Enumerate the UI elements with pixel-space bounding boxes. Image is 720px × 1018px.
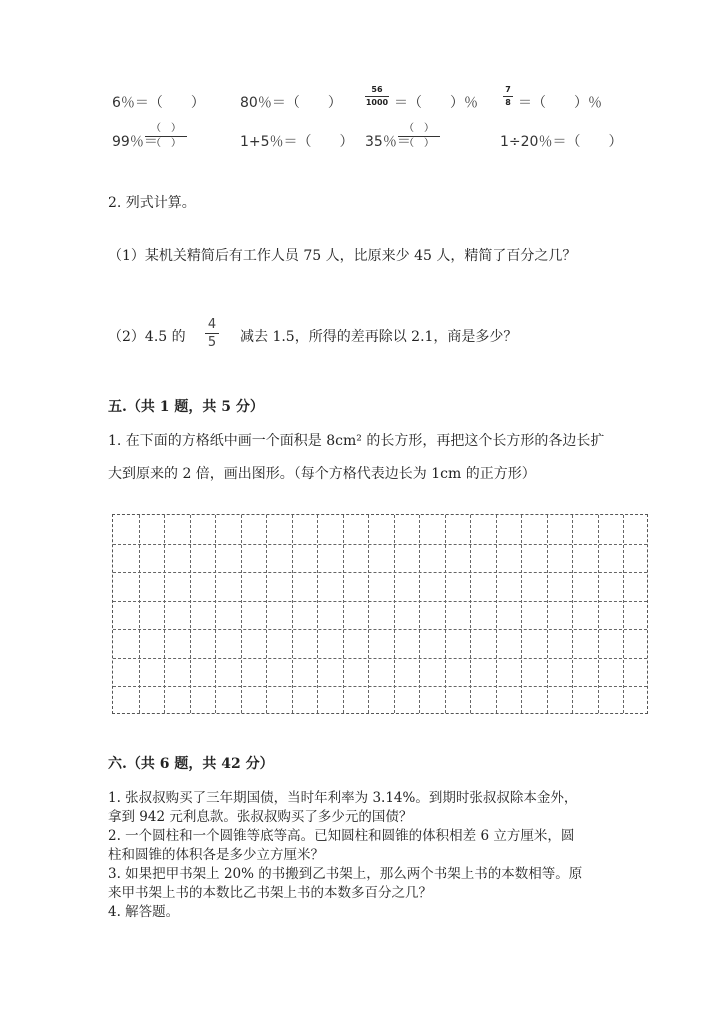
section-6-heading: 六.（共 6 题，共 42 分） [108,756,274,772]
fraction-denominator: 1000 [365,98,389,107]
fraction-numerator: 7 [505,85,511,94]
grid-horizontal-line [113,686,647,687]
fraction-bar [503,96,513,97]
question-2-2-suffix: 减去 1.5，所得的差再除以 2.1，商是多少？ [240,329,518,345]
exercise-99-percent-prefix: 99％＝ [112,134,158,150]
fraction-numerator: （ ） [404,123,434,134]
question-line: 拿到 942 元利息款。张叔叔购买了多少元的国债？ [108,809,413,825]
exercise-6-percent: 6％＝（ ） [112,95,205,111]
grid-vertical-line [139,515,140,713]
grid-vertical-line [496,515,497,713]
exercise-80-percent: 80％＝（ ） [240,95,342,111]
section-5-question-line-1: 1. 在下面的方格纸中画一个面积是 8cm² 的长方形，再把这个长方形的各边长扩 [108,433,605,449]
fraction-bar [145,136,187,137]
grid-vertical-line [572,515,573,713]
grid-vertical-line [623,515,624,713]
grid-horizontal-line [113,601,647,602]
grid-vertical-line [368,515,369,713]
fraction-numerator: 4 [207,317,217,332]
fraction-bar [205,333,219,334]
fraction-denominator: 8 [505,98,511,107]
question-line: 柱和圆锥的体积各是多少立方厘米？ [108,847,324,863]
exercise-1-plus-5-percent: 1+5％＝（ ） [240,134,354,150]
question-line: 1. 张叔叔购买了三年期国债，当时年利率为 3.14%。到期时张叔叔除本金外， [108,790,578,806]
grid-vertical-line [598,515,599,713]
fraction-blank-35 [398,124,440,149]
grid-horizontal-line [113,572,647,573]
grid-vertical-line [521,515,522,713]
question-2-2-prefix: （2）4.5 的 [108,329,186,345]
fraction-blank-99 [145,124,187,149]
grid-horizontal-line [113,658,647,659]
grid-vertical-line [215,515,216,713]
fraction-denominator: 5 [207,335,217,350]
fraction-7-8 [503,86,513,107]
section-5-heading: 五.（共 1 题，共 5 分） [108,399,264,415]
grid-vertical-line [190,515,191,713]
fraction-4-5 [205,318,219,349]
grid-vertical-line [445,515,446,713]
grid-vertical-line [292,515,293,713]
grid-vertical-line [547,515,548,713]
grid-vertical-line [317,515,318,713]
grid-vertical-line [470,515,471,713]
grid-vertical-line [266,515,267,713]
exercise-1-div-20-percent: 1÷20％＝（ ） [500,134,623,150]
exercise-56-1000-blank: ＝（ ）％ [394,95,478,111]
exercise-7-8-blank: ＝（ ）％ [518,95,602,111]
fraction-numerator: （ ） [151,123,181,134]
grid-vertical-line [164,515,165,713]
grid-vertical-line [343,515,344,713]
grid-vertical-line [394,515,395,713]
fraction-numerator: 56 [371,85,383,94]
question-line: 4. 解答题。 [108,904,180,920]
question-line: 3. 如果把甲书架上 20% 的书搬到乙书架上，那么两个书架上书的本数相等。原 [108,866,583,882]
fraction-denominator: （ ） [151,138,181,149]
question-line: 2. 一个圆柱和一个圆锥等底等高。已知圆柱和圆锥的体积相差 6 立方厘米，圆 [108,828,575,844]
exercise-35-percent-prefix: 35％＝ [365,134,411,150]
question-line: 来甲书架上书的本数比乙书架上书的本数多百分之几？ [108,885,432,901]
section-6-questions [108,789,582,922]
section-2-title: 2. 列式计算。 [108,195,196,211]
fraction-bar [365,96,389,97]
grid-horizontal-line [113,544,647,545]
grid-horizontal-line [113,629,647,630]
fraction-56-1000 [365,86,389,107]
fraction-denominator: （ ） [404,138,434,149]
question-2-1: （1）某机关精简后有工作人员 75 人，比原来少 45 人，精简了百分之几？ [108,248,577,264]
grid-vertical-line [419,515,420,713]
section-5-question-line-2: 大到原来的 2 倍，画出图形。（每个方格代表边长为 1cm 的正方形） [108,466,536,482]
graph-paper-grid[interactable] [112,514,648,714]
fraction-bar [398,136,440,137]
grid-vertical-line [241,515,242,713]
